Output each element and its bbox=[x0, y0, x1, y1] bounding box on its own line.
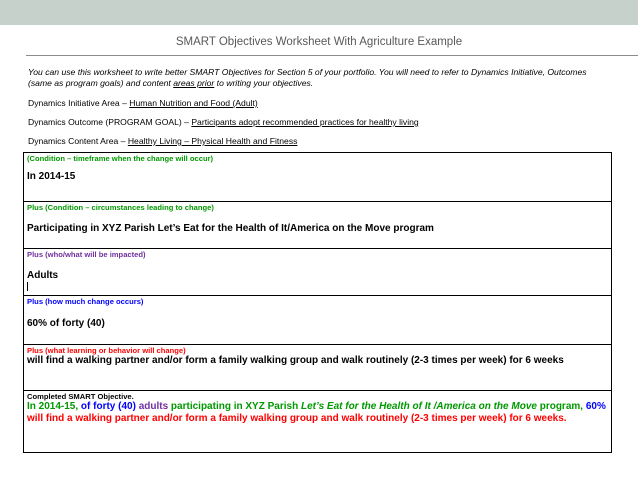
behavior-change-hint: Plus (what learning or behavior will change) bbox=[27, 346, 186, 355]
table-row bbox=[24, 202, 612, 249]
table-row bbox=[24, 249, 612, 296]
intro-underlined: areas prior bbox=[173, 78, 215, 88]
how-much-answer: 60% of forty (40) bbox=[27, 318, 105, 329]
table-row bbox=[24, 345, 612, 391]
content-area-line bbox=[28, 136, 297, 146]
final-part-program: program, bbox=[536, 401, 586, 412]
how-much-hint: Plus (how much change occurs) bbox=[27, 297, 144, 306]
table-cell[interactable] bbox=[24, 249, 612, 296]
intro-paragraph bbox=[28, 67, 608, 89]
initiative-area-line bbox=[28, 98, 258, 108]
content-area-label: Dynamics Content Area – bbox=[28, 136, 128, 146]
text-cursor bbox=[27, 282, 28, 291]
table-cell[interactable] bbox=[24, 345, 612, 391]
condition-timeframe-answer: In 2014-15 bbox=[27, 171, 76, 182]
table-cell[interactable] bbox=[24, 202, 612, 249]
title-divider bbox=[26, 55, 638, 56]
table-cell[interactable] bbox=[24, 391, 612, 453]
table-cell[interactable] bbox=[24, 153, 612, 202]
who-impacted-answer: Adults bbox=[27, 270, 59, 281]
final-part-percent: 60% bbox=[585, 401, 606, 412]
table-row bbox=[24, 391, 612, 453]
condition-circumstances-hint: Plus (Condition – circumstances leading to change) bbox=[27, 203, 214, 212]
behavior-change-answer: will find a walking partner and/or form a family walking group and walk routinely (2-3 times per week) for 6 weeks bbox=[27, 355, 564, 366]
who-impacted-hint: Plus (who/what will be impacted) bbox=[27, 250, 146, 259]
condition-timeframe-hint: (Condition – timeframe when the change will occur) bbox=[27, 154, 214, 163]
initiative-area-value: Human Nutrition and Food (Adult) bbox=[129, 98, 258, 108]
final-part-amount: of forty (40) bbox=[80, 401, 139, 412]
objective-table bbox=[23, 152, 612, 453]
outcome-line bbox=[28, 117, 419, 127]
content-area-value: Healthy Living – Physical Health and Fitness bbox=[127, 136, 298, 146]
page-title: SMART Objectives Worksheet With Agriculture Example bbox=[175, 36, 463, 48]
final-part-timeframe: In 2014-15, bbox=[27, 401, 81, 412]
completed-objective-header: Completed SMART Objective. bbox=[27, 392, 134, 401]
final-part-behavior: will find a walking partner and/or form a family walking group and walk routinely (2-3 times per week) for 6 weeks. bbox=[27, 413, 567, 424]
top-banner bbox=[0, 0, 638, 25]
condition-circumstances-answer: Participating in XYZ Parish Let’s Eat for the Health of It/America on the Move program bbox=[27, 223, 434, 234]
intro-text-1: You can use this worksheet to write better SMART Objectives for Section 5 of your portfolio. You will need to refer to Dynamics Initiative, Outcomes (same as program goals) and content bbox=[28, 67, 587, 88]
completed-objective-text bbox=[27, 401, 608, 425]
outcome-label: Dynamics Outcome (PROGRAM GOAL) – bbox=[28, 117, 192, 127]
initiative-area-label: Dynamics Initiative Area – bbox=[28, 98, 130, 108]
table-row bbox=[24, 296, 612, 345]
final-part-program-name: Let’s Eat for the Health of It /America on the Move bbox=[300, 401, 537, 412]
table-row bbox=[24, 153, 612, 202]
outcome-value: Participants adopt recommended practices for healthy living bbox=[191, 117, 419, 127]
table-cell[interactable] bbox=[24, 296, 612, 345]
intro-text-2: to writing your objectives. bbox=[214, 78, 314, 88]
final-part-participating: participating in XYZ Parish bbox=[168, 401, 301, 412]
final-part-who: adults bbox=[138, 401, 169, 412]
